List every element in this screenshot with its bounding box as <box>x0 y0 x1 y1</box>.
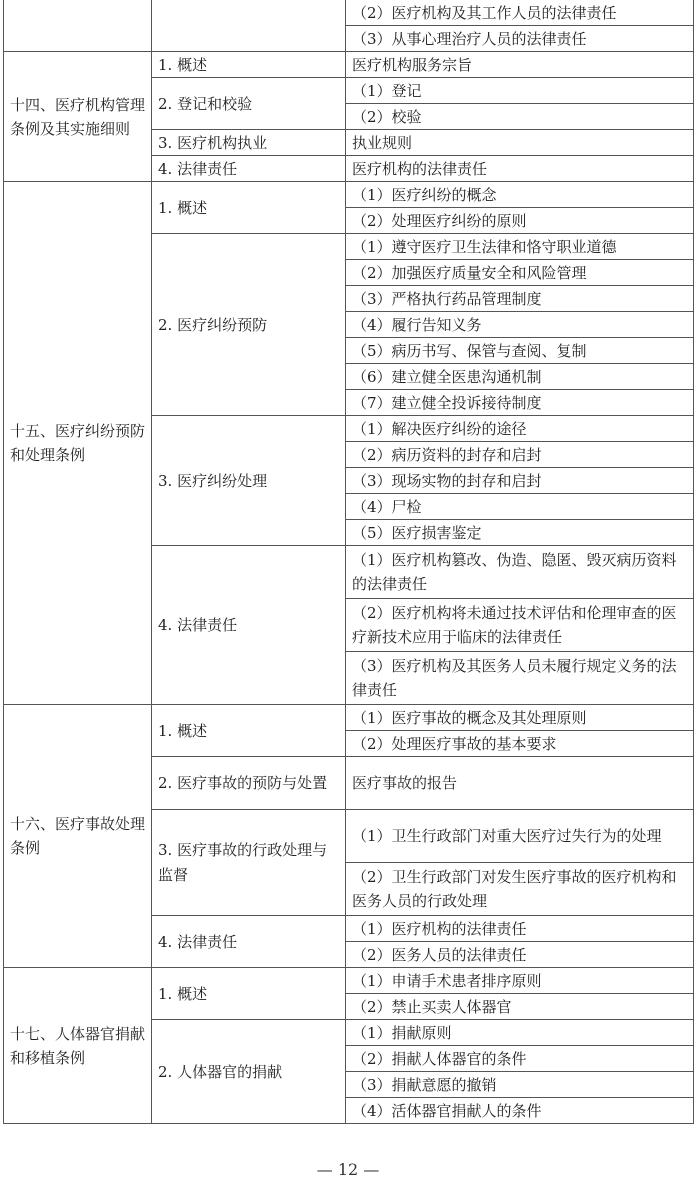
unit-title: 十四、医疗机构管理条例及其实施细则 <box>4 52 152 182</box>
syllabus-table <box>3 0 694 1124</box>
table-row <box>4 968 694 994</box>
topic-label: 1. 概述 <box>152 52 346 78</box>
table-row <box>4 182 694 208</box>
topic-label: 2. 医疗事故的预防与处置 <box>152 757 346 810</box>
topic-label: 3. 医疗机构执业 <box>152 130 346 156</box>
point-cell: （1）遵守医疗卫生法律和恪守职业道德 <box>346 234 694 260</box>
point-cell: （1）医疗机构的法律责任 <box>346 916 694 942</box>
topic-label: 1. 概述 <box>152 705 346 757</box>
point-cell: （3）严格执行药品管理制度 <box>346 286 694 312</box>
point-cell: 执业规则 <box>346 130 694 156</box>
unit-cell <box>4 0 152 52</box>
point-cell: （1）解决医疗纠纷的途径 <box>346 416 694 442</box>
point-cell: （2）禁止买卖人体器官 <box>346 994 694 1020</box>
unit-title: 十六、医疗事故处理条例 <box>4 705 152 968</box>
topic-label: 3. 医疗纠纷处理 <box>152 416 346 546</box>
point-cell: （1）卫生行政部门对重大医疗过失行为的处理 <box>346 810 694 863</box>
point-cell: （2）加强医疗质量安全和风险管理 <box>346 260 694 286</box>
point-cell: （1）捐献原则 <box>346 1020 694 1046</box>
topic-label: 1. 概述 <box>152 182 346 234</box>
point-cell: （2）捐献人体器官的条件 <box>346 1046 694 1072</box>
point-cell: （1）申请手术患者排序原则 <box>346 968 694 994</box>
point-cell: （3）捐献意愿的撤销 <box>346 1072 694 1098</box>
topic-label: 2. 医疗纠纷预防 <box>152 234 346 416</box>
topic-label: 3. 医疗事故的行政处理与监督 <box>152 810 346 916</box>
topic-label: 2. 人体器官的捐献 <box>152 1020 346 1124</box>
topic-label: 1. 概述 <box>152 968 346 1020</box>
topic-label: 4. 法律责任 <box>152 546 346 705</box>
table-row <box>4 705 694 731</box>
point-cell: 医疗机构服务宗旨 <box>346 52 694 78</box>
point-cell: （2）医疗机构将未通过技术评估和伦理审查的医疗新技术应用于临床的法律责任 <box>346 599 694 652</box>
point-cell: （2）处理医疗纠纷的原则 <box>346 208 694 234</box>
point-cell: （2）医务人员的法律责任 <box>346 942 694 968</box>
page-number: — 12 — <box>316 1160 380 1179</box>
unit-title: 十七、人体器官捐献和移植条例 <box>4 968 152 1124</box>
point-cell: （2）医疗机构及其工作人员的法律责任 <box>346 0 694 26</box>
topic-cell <box>152 0 346 52</box>
point-cell: （3）现场实物的封存和启封 <box>346 468 694 494</box>
point-cell: （2）病历资料的封存和启封 <box>346 442 694 468</box>
unit-title: 十五、医疗纠纷预防和处理条例 <box>4 182 152 705</box>
point-cell: （7）建立健全投诉接待制度 <box>346 390 694 416</box>
point-cell: （1）医疗纠纷的概念 <box>346 182 694 208</box>
point-cell: （4）活体器官捐献人的条件 <box>346 1098 694 1124</box>
point-cell: （5）病历书写、保管与查阅、复制 <box>346 338 694 364</box>
table-row <box>4 52 694 78</box>
point-cell: （6）建立健全医患沟通机制 <box>346 364 694 390</box>
point-cell: （3）医疗机构及其医务人员未履行规定义务的法律责任 <box>346 652 694 705</box>
point-cell: （3）从事心理治疗人员的法律责任 <box>346 26 694 52</box>
point-cell: （1）医疗机构篡改、伪造、隐匿、毁灭病历资料的法律责任 <box>346 546 694 599</box>
point-cell: （2）校验 <box>346 104 694 130</box>
point-cell: （1）医疗事故的概念及其处理原则 <box>346 705 694 731</box>
topic-label: 4. 法律责任 <box>152 916 346 968</box>
point-cell: 医疗事故的报告 <box>346 757 694 810</box>
topic-label: 2. 登记和校验 <box>152 78 346 130</box>
point-cell: （2）处理医疗事故的基本要求 <box>346 731 694 757</box>
topic-label: 4. 法律责任 <box>152 156 346 182</box>
point-cell: 医疗机构的法律责任 <box>346 156 694 182</box>
point-cell: （4）履行告知义务 <box>346 312 694 338</box>
point-cell: （1）登记 <box>346 78 694 104</box>
point-cell: （2）卫生行政部门对发生医疗事故的医疗机构和医务人员的行政处理 <box>346 863 694 916</box>
point-cell: （4）尸检 <box>346 494 694 520</box>
point-cell: （5）医疗损害鉴定 <box>346 520 694 546</box>
table-row <box>4 0 694 26</box>
